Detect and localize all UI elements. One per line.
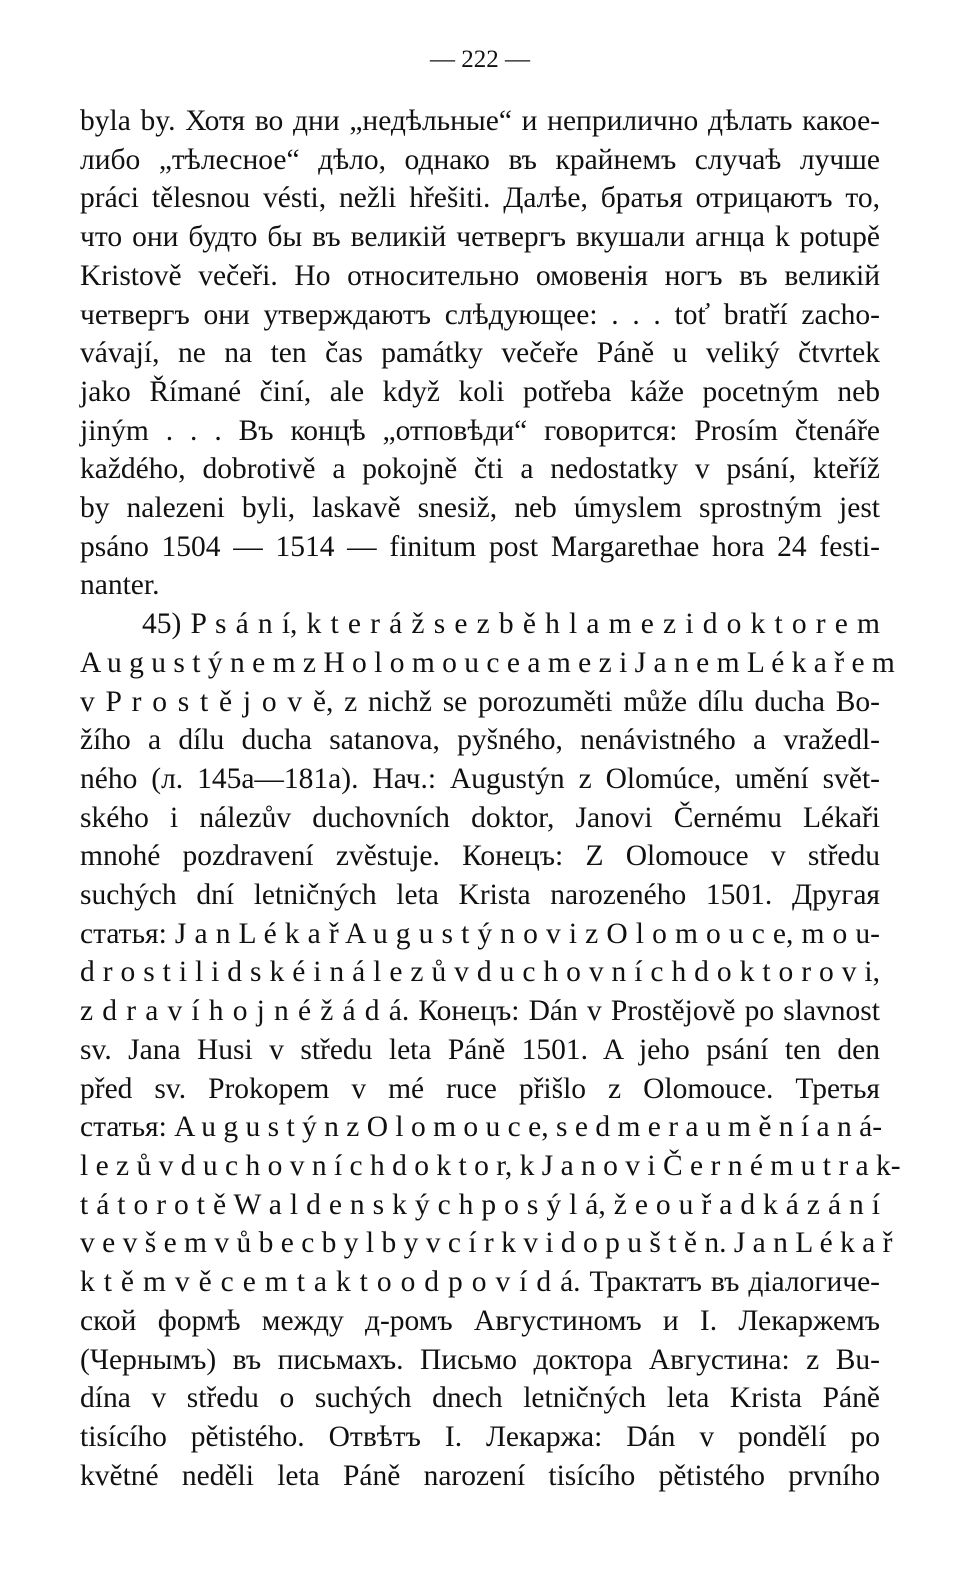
text-line: статья: J a n L é k a ř A u g u s t ý n o v i z O l o m o u c e, m o u- [80, 917, 880, 950]
text-line: k t ě m v ě c e m t a k t o o d p o v í d á. Трактатъ въ діалогиче- [80, 1266, 880, 1299]
text-line: sv. Jana Husi v středu leta Páně 1501. A jeho psání ten den [80, 1033, 880, 1066]
text-line: každého, dobrotivě a pokojně čti a nedostatky v psání, kteříž [80, 453, 880, 486]
body-text [80, 102, 901, 1495]
text-line: либо „тѣлесное“ дѣло, однако въ крайнемъ случаѣ лучше [80, 143, 880, 176]
text-line: před sv. Prokopem v mé ruce přišlo z Olomouce. Третья [80, 1072, 880, 1105]
text-line: mnohé pozdravení zvěstuje. Конецъ: Z Olomouce v středu [80, 840, 880, 873]
text-line: byla by. Хотя во дни „недѣльные“ и неприлично дѣлать какое- [80, 105, 880, 137]
text-line: suchých dní letničných leta Krista narozeného 1501. Другая [80, 879, 880, 912]
text-line: что они будто бы въ великій четвергъ вкушали агнца k potupě [80, 221, 880, 254]
text-line: четвергъ они утверждаютъ слѣдующее: . . . toť bratří zacho- [80, 298, 880, 331]
text-line: dína v středu o suchých dnech letničných leta Krista Páně [80, 1382, 880, 1415]
text-line: d r o s t i l i d s k é i n á l e z ů v d u c h o v n í c h d o k t o r o v i, [80, 956, 880, 989]
text-line: z d r a v í h o j n é ž á d á. Конецъ: Dán v Prostějově po slavnost [80, 995, 880, 1028]
text-line: květné neděli leta Páně narození tisícího pětistého prvního [80, 1459, 880, 1492]
text-line: ской формѣ между д-ромъ Августиномъ и І. Лекаржемъ [80, 1304, 880, 1337]
text-line: ného (л. 145a—181a). Нач.: Augustýn z Olomúce, umění svět- [80, 762, 880, 795]
text-line: l e z ů v d u c h o v n í c h d o k t o r, k J a n o v i Č e r n é m u t r a k- [80, 1149, 901, 1182]
text-line: práci tělesnou vésti, nežli hřešiti. Далѣе, братья отрицаютъ то, [80, 182, 880, 215]
text-line: Kristově večeři. Но относительно омовенія ногъ въ великій [80, 259, 880, 292]
text-line: by nalezeni byli, laskavě snesiž, neb úmyslem sprostným jest [80, 492, 880, 525]
text-line: jiným . . . Въ концѣ „отповѣди“ говорится: Prosím čtenáře [80, 414, 880, 447]
text-line: A u g u s t ý n e m z H o l o m o u c e a m e z i J a n e m L é k a ř e m [80, 646, 895, 679]
text-line: (Чернымъ) въ письмахъ. Письмо доктора Августина: z Bu- [80, 1343, 880, 1376]
text-line: nanter. [80, 569, 160, 602]
text-line: jako Římané činí, ale když koli potřeba káže pocetným neb [80, 375, 880, 408]
text-line: статья: A u g u s t ý n z O l o m o u c e, s e d m e r a u m ě n í a n á- [80, 1111, 883, 1144]
text-line: psáno 1504 — 1514 — finitum post Margarethae hora 24 festi- [80, 530, 880, 563]
text-line: ského i nálezův duchovních doktor, Janovi Černému Lékaři [80, 801, 880, 834]
section-heading-line: 45) P s á n í, k t e r á ž s e z b ě h l a m e z i d o k t o r e m [142, 608, 880, 641]
page-number: — 222 — [430, 46, 530, 73]
text-line: tisícího pětistého. Отвѣтъ І. Лекаржа: Dán v pondělí po [80, 1420, 880, 1453]
text-line: t á t o r o t ě W a l d e n s k ý c h p o s ý l á, ž e o u ř a d k á z á n í [80, 1188, 880, 1221]
text-line: vávají, ne na ten čas památky večeře Páně u veliký čtvrtek [80, 337, 880, 370]
text-line: v P r o s t ě j o v ě, z nichž se porozuměti může dílu ducha Bo- [80, 685, 880, 718]
book-page [80, 40, 901, 1495]
text-line: v e v š e m v ů b e c b y l b y v c í r k v i d o p u š t ě n. J a n L é k a ř [80, 1227, 893, 1260]
text-line: žího a dílu ducha satanova, pyšného, nenávistného a vražedl- [80, 724, 880, 757]
